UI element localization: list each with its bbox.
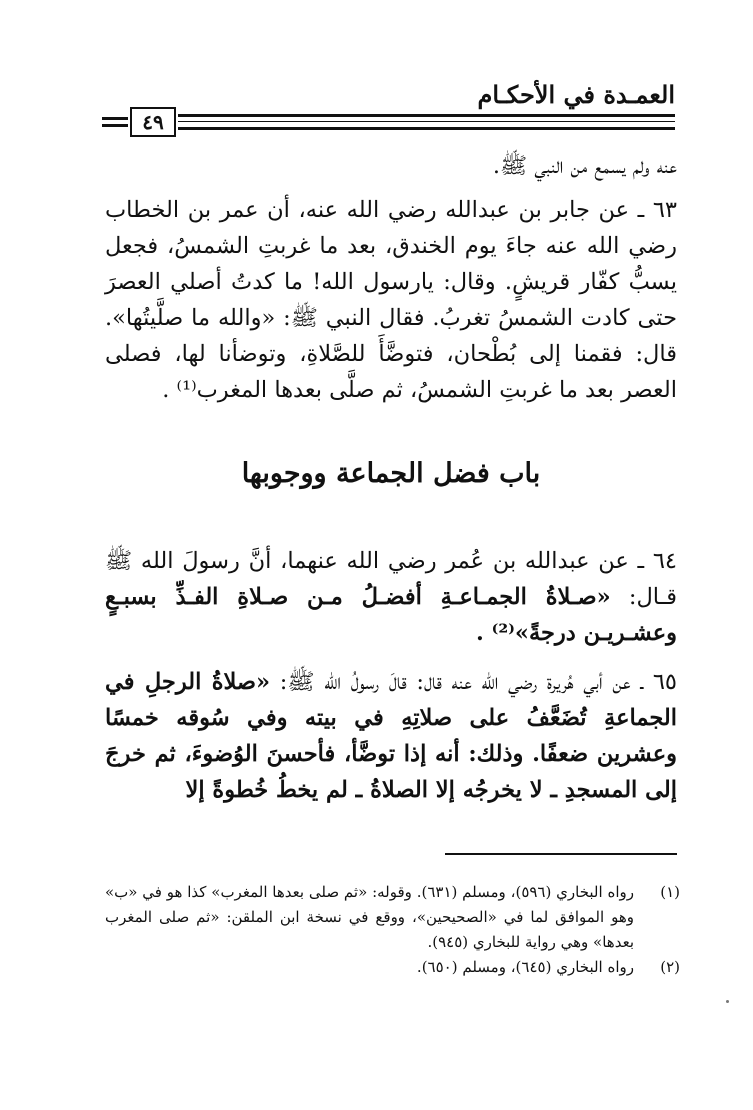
footnote-number: (١) bbox=[660, 883, 680, 901]
page-number: ٤٩ bbox=[130, 107, 176, 137]
hadith-65-intro: ٦٥ ـ عن أبي هُريرة رضي الله عنه قال: قالَ رسولُ الله ﷺ: bbox=[279, 669, 677, 695]
running-header-title: العمـدة في الأحكـام bbox=[477, 80, 675, 109]
scan-speck bbox=[726, 1000, 729, 1003]
footnote-item bbox=[105, 955, 680, 980]
hadith-64-label: قـال: bbox=[628, 584, 678, 610]
hadith-64-intro: ٦٤ ـ عن عبدالله بن عُمر رضي الله عنهما، أنَّ رسولَ الله ﷺ bbox=[105, 548, 677, 574]
hadith-64-text: «صـلاةُ الجمـاعـةِ أفضـلُ مـن صـلاةِ الفـذِّ بسبـعٍ وعشـريـن درجةً»⁽²⁾ . bbox=[105, 584, 677, 646]
chapter-title: باب فضل الجماعة ووجوبها bbox=[241, 458, 541, 489]
footnote-item bbox=[105, 880, 680, 955]
continuation-paragraph: عنه ولم يسمع من النبي ﷺ. bbox=[492, 153, 677, 179]
hadith-65-text: «صلاةُ الرجلِ في الجماعةِ تُضَعَّفُ على صلاتِهِ في بيته وفي سُوقه خمسًا وعشرين ضعفًا. وذلك: أنه إذا توضَّأ، فأحسنَ الوُضوءَ، ثم خرجَ إلى المسجدِ ـ لا يخرجُه إلا الصلاةُ ـ لم يخطُ خُطوةً إلا bbox=[105, 669, 677, 803]
footnote-text: رواه البخاري (٥٩٦)، ومسلم (٦٣١). وقوله: «ثم صلى بعدها المغرب» كذا هو في «ب» وهو الموافق لما في «الصحيحين»، ووقع في نسخة ابن الملقن: «ثم صلى المغرب بعدها» وهي رواية للبخاري (٩٤٥). bbox=[105, 883, 634, 951]
hadith-65-paragraph bbox=[105, 664, 677, 808]
hadith-64-paragraph bbox=[105, 543, 677, 651]
header-rule-left bbox=[102, 117, 128, 120]
footnote-text: رواه البخاري (٦٤٥)، ومسلم (٦٥٠). bbox=[416, 958, 634, 976]
header-rule bbox=[178, 121, 675, 122]
footnotes bbox=[105, 880, 680, 980]
footnote-separator bbox=[445, 853, 677, 855]
hadith-63-paragraph: ٦٣ ـ عن جابر بن عبدالله رضي الله عنه، أن عمر بن الخطاب رضي الله عنه جاءَ يوم الخندق، بعد ما غربتِ الشمسُ، فجعل يسبُّ كفّار قريشٍ. وقال: يارسول الله! ما كدتُ أصلي العصرَ حتى كادت الشمسُ تغربُ. فقال النبي ﷺ: «والله ما صلَّيتُها». قال: فقمنا إلى بُطْحان، فتوضَّأَ للصَّلاةِ، وتوضأنا لها، فصلى العصر بعد ما غربتِ الشمسُ، ثم صلَّى بعدها المغرب⁽¹⁾ . bbox=[105, 197, 677, 403]
footnote-number: (٢) bbox=[660, 958, 680, 976]
header-rule bbox=[178, 127, 675, 130]
header-rule bbox=[178, 114, 675, 117]
header-rule-left bbox=[102, 124, 128, 127]
